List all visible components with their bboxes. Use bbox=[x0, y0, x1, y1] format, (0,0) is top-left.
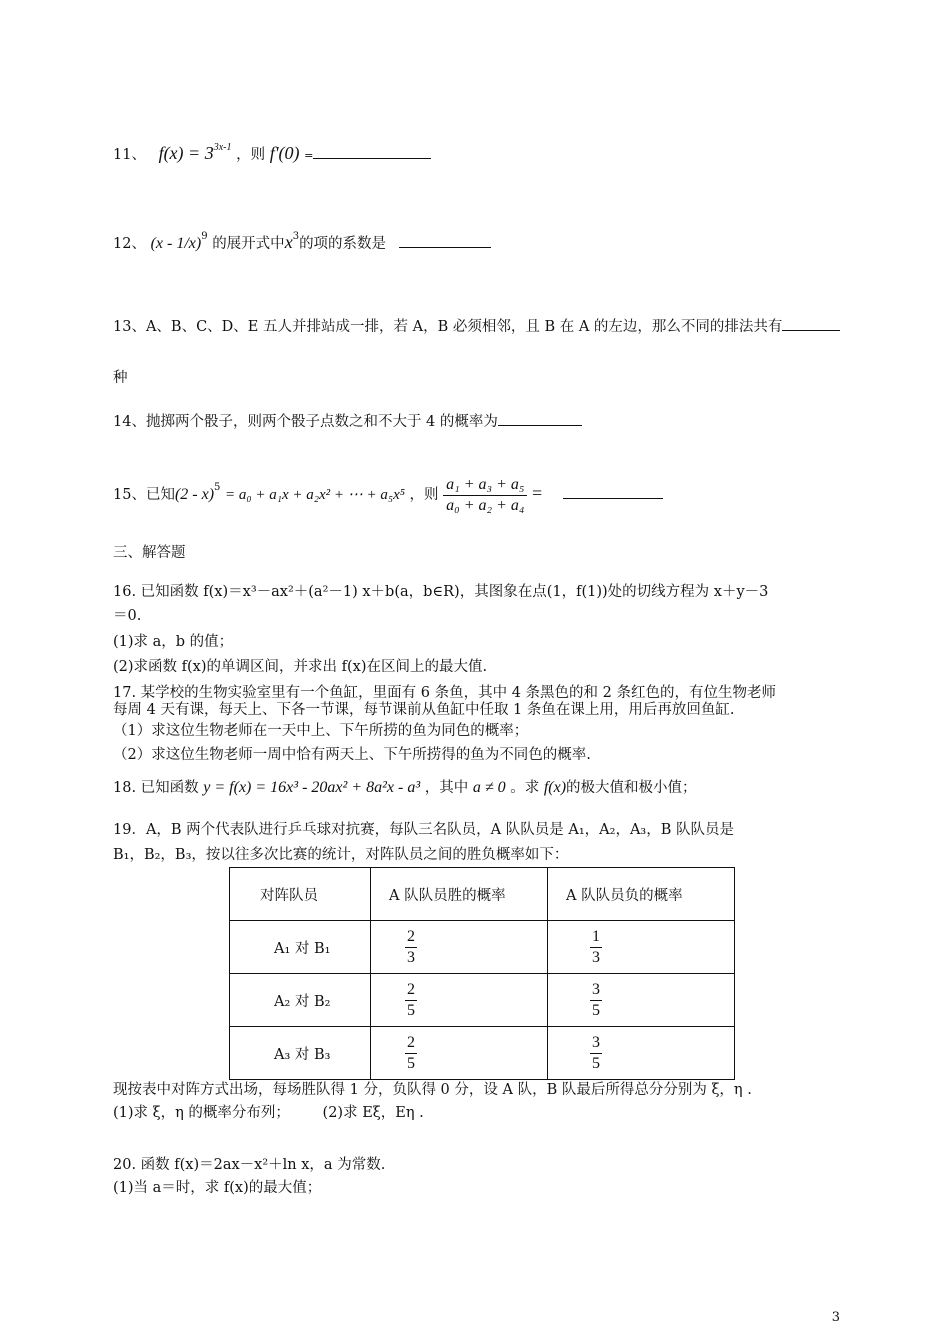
match-cell: A₁ 对 B₁ bbox=[230, 921, 371, 974]
q15-mid: ，则 bbox=[409, 487, 439, 503]
question-15 bbox=[113, 468, 663, 518]
fraction-denominator: 3 bbox=[407, 948, 415, 966]
q17-line3: （1）求这位生物老师在一天中上、下午所捞的鱼为同色的概率； bbox=[113, 723, 529, 739]
q17-line1: 17. 某学校的生物实验室里有一个鱼缸，里面有 6 条鱼，其中 4 条黑色的和 2 条红色的，有位生物老师 bbox=[113, 685, 776, 701]
q15-lhs: (2 - x) bbox=[174, 486, 215, 503]
fraction-numerator: 3 bbox=[590, 1033, 602, 1054]
q19-line3: 现按表中对阵方式出场，每场胜队得 1 分，负队得 0 分，设 A 队，B 队最后所得总分分别为 ξ，η . bbox=[113, 1082, 752, 1098]
q18-fx: f(x) bbox=[543, 779, 567, 796]
q15-eq: = bbox=[532, 483, 543, 503]
q12-number: 12、 bbox=[113, 236, 146, 252]
win-cell bbox=[371, 974, 548, 1027]
q15-number: 15、已知 bbox=[113, 487, 175, 503]
q15-frac-denominator: a₀ + a₂ + a₄ bbox=[446, 496, 525, 514]
win-fraction bbox=[405, 1033, 417, 1074]
q12-term: x bbox=[284, 232, 293, 252]
match-cell: A₃ 对 B₃ bbox=[230, 1027, 371, 1080]
question-14 bbox=[113, 411, 582, 432]
table-row bbox=[230, 921, 735, 974]
q18-number: 18. 已知函数 bbox=[113, 780, 199, 796]
q15-lhs-exp: 5 bbox=[214, 482, 221, 493]
fraction-denominator: 3 bbox=[592, 948, 600, 966]
q11-eq: = bbox=[304, 149, 314, 162]
lose-cell bbox=[548, 974, 735, 1027]
header-cell: A 队队员负的概率 bbox=[548, 868, 735, 921]
q12-expr: (x - 1/x) bbox=[150, 235, 202, 252]
q19-part1: (1)求 ξ，η 的概率分布列； bbox=[113, 1105, 290, 1121]
q15-frac-numerator: a₁ + a₃ + a₅ bbox=[443, 475, 527, 496]
table-header-row bbox=[230, 868, 735, 921]
q19-line4 bbox=[113, 1103, 424, 1123]
q11-lhs: f(x) = 3 bbox=[158, 143, 214, 163]
q13-tail: 种 bbox=[113, 370, 128, 386]
fraction-denominator: 5 bbox=[407, 1001, 415, 1019]
lose-fraction bbox=[590, 1033, 602, 1074]
fraction-numerator: 2 bbox=[405, 1033, 417, 1054]
q12-text1: 的展开式中 bbox=[212, 236, 285, 252]
page-number: 3 bbox=[831, 1310, 840, 1325]
q20-line1: 20. 函数 f(x)＝2ax－x²＋ln x，a 为常数. bbox=[113, 1157, 386, 1173]
q17-line4: （2）求这位生物老师一周中恰有两天上、下午所捞得的鱼为不同色的概率. bbox=[113, 747, 591, 763]
fraction-numerator: 3 bbox=[590, 980, 602, 1001]
question-18 bbox=[113, 778, 697, 798]
q13-text: 13、A、B、C、D、E 五人并排站成一排，若 A，B 必须相邻，且 B 在 A 的左边，那么不同的排法共有 bbox=[113, 319, 783, 335]
header-cell: 对阵队员 bbox=[230, 868, 371, 921]
fraction-numerator: 2 bbox=[405, 927, 417, 948]
q19-line1: 19．A，B 两个代表队进行乒乓球对抗赛，每队三名队员，A 队队员是 A₁，A₂，A₃，B 队队员是 bbox=[113, 822, 734, 838]
lose-fraction bbox=[590, 980, 602, 1021]
lose-fraction bbox=[590, 927, 602, 968]
q19-part2: (2)求 Eξ，Eη . bbox=[322, 1105, 424, 1121]
q16-line1: 16. 已知函数 f(x)＝x³－ax²＋(a²－1) x＋b(a，b∈R)，其图象在点(1，f(1))处的切线方程为 x＋y－3 bbox=[113, 584, 769, 600]
table-row bbox=[230, 974, 735, 1027]
win-cell bbox=[371, 1027, 548, 1080]
q11-answer-blank[interactable] bbox=[313, 144, 431, 159]
q11-mid: ，则 bbox=[236, 147, 266, 163]
q17-line2: 每周 4 天有课，每天上、下各一节课，每节课前从鱼缸中任取 1 条鱼在课上用，用后再放回鱼缸. bbox=[113, 702, 735, 718]
probability-table bbox=[229, 867, 735, 1080]
q20-line2: (1)当 a＝时，求 f(x)的最大值； bbox=[113, 1180, 322, 1196]
q18-mid: ，其中 bbox=[424, 780, 469, 796]
question-13 bbox=[113, 316, 840, 337]
win-fraction bbox=[405, 980, 417, 1021]
q16-line3: (1)求 a，b 的值； bbox=[113, 634, 234, 650]
q12-text2: 的项的系数是 bbox=[299, 236, 387, 252]
q12-power: 9 bbox=[201, 231, 208, 242]
q18-tail: 的极大值和极小值； bbox=[566, 780, 697, 796]
win-cell bbox=[371, 921, 548, 974]
q15-rhs: = a₀ + a₁x + a₂x² + ⋯ + a₅x⁵ bbox=[225, 487, 405, 503]
q18-expr: y = f(x) = 16x³ - 20ax² + 8a²x - a³ bbox=[203, 779, 421, 796]
match-cell: A₂ 对 B₂ bbox=[230, 974, 371, 1027]
q15-fraction bbox=[443, 475, 527, 516]
lose-cell bbox=[548, 1027, 735, 1080]
q11-number: 11、 bbox=[113, 147, 146, 163]
fraction-numerator: 2 bbox=[405, 980, 417, 1001]
fraction-numerator: 1 bbox=[590, 927, 602, 948]
question-11 bbox=[113, 143, 431, 166]
q18-mid2: 。求 bbox=[510, 780, 540, 796]
q16-line4: (2)求函数 f(x)的单调区间，并求出 f(x)在区间上的最大值. bbox=[113, 659, 488, 675]
q14-answer-blank[interactable] bbox=[498, 411, 582, 426]
q12-term-exp: 3 bbox=[292, 231, 300, 242]
q15-answer-blank[interactable] bbox=[563, 484, 663, 499]
question-12 bbox=[113, 232, 491, 254]
fraction-denominator: 5 bbox=[407, 1054, 415, 1072]
fraction-denominator: 5 bbox=[592, 1001, 600, 1019]
q13-answer-blank[interactable] bbox=[782, 316, 840, 331]
q14-text: 14、抛掷两个骰子，则两个骰子点数之和不大于 4 的概率为 bbox=[113, 414, 498, 430]
q12-answer-blank[interactable] bbox=[399, 233, 491, 248]
win-fraction bbox=[405, 927, 417, 968]
q11-rhs: f'(0) bbox=[269, 143, 300, 163]
q18-cond: a ≠ 0 bbox=[472, 779, 506, 796]
lose-cell bbox=[548, 921, 735, 974]
q16-line2: ＝0. bbox=[113, 608, 142, 624]
header-cell: A 队队员胜的概率 bbox=[371, 868, 548, 921]
section-heading: 三、解答题 bbox=[113, 545, 186, 561]
q11-exponent: 3x-1 bbox=[213, 142, 232, 153]
fraction-denominator: 5 bbox=[592, 1054, 600, 1072]
q19-line2: B₁，B₂，B₃，按以往多次比赛的统计，对阵队员之间的胜负概率如下： bbox=[113, 847, 569, 863]
table-row bbox=[230, 1027, 735, 1080]
